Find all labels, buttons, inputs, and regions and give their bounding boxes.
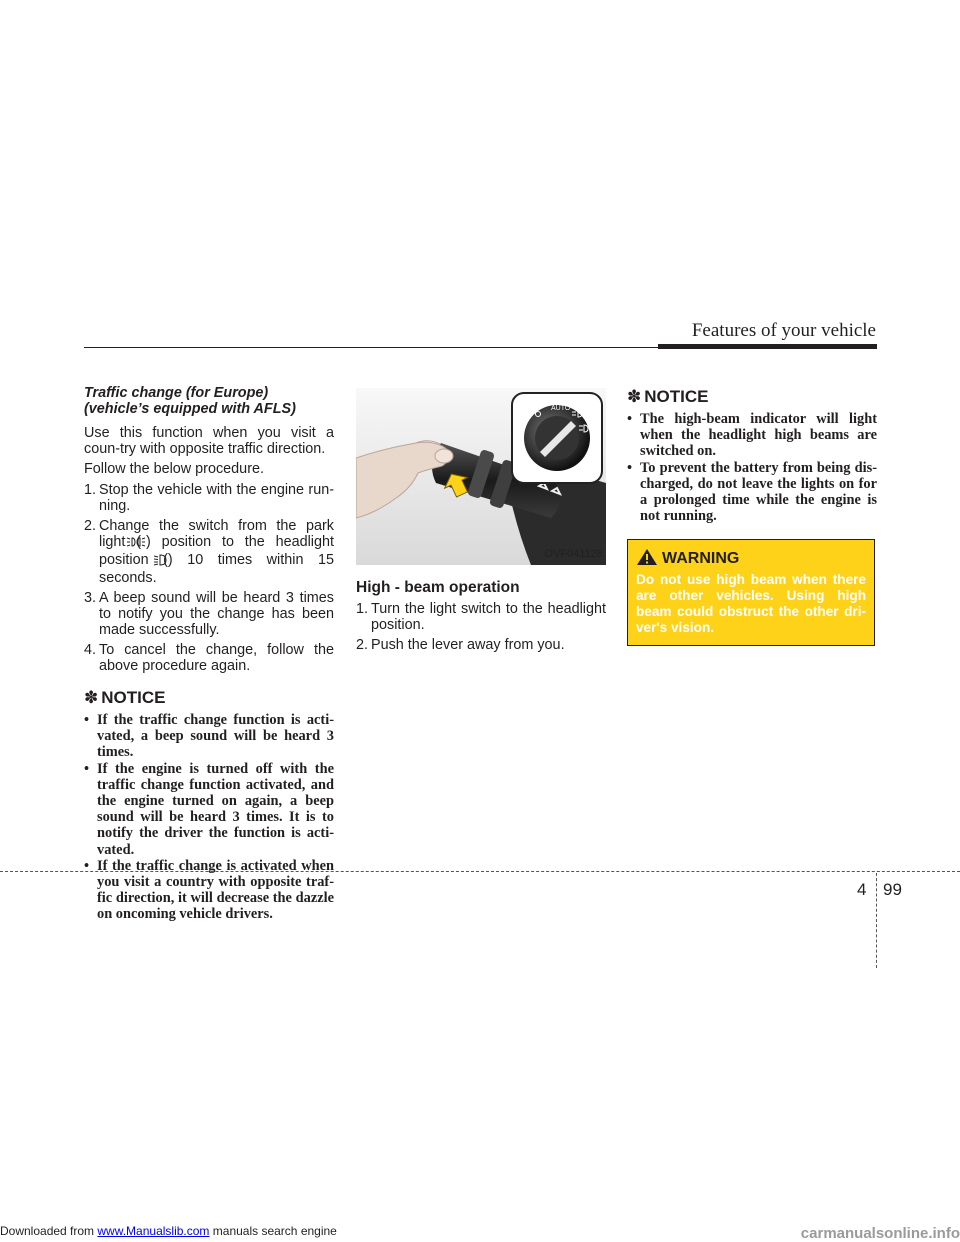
procedure-intro: Follow the below procedure. xyxy=(84,461,264,477)
manualslib-link[interactable]: www.Manualslib.com xyxy=(97,1224,210,1238)
left-column xyxy=(84,385,334,923)
notice-text: If the engine is turned off with the traffic change function activated, and the engine turned on again, a beep sound will be heard 3 times. It is to notify the driver the function is acti-vated. xyxy=(97,760,334,858)
procedure-step xyxy=(356,601,606,633)
step-number: 3. xyxy=(84,590,97,606)
download-prefix: Downloaded from xyxy=(0,1224,98,1238)
step-number: 2. xyxy=(356,637,369,653)
procedure-step xyxy=(84,642,334,674)
notice-item: • To prevent the battery from being dis-charged, do not leave the lights on for a prolonged time while the engine is not running. xyxy=(627,459,877,525)
lever-photo xyxy=(356,388,606,565)
warning-text: Do not use high beam when there are other vehicles. Using high beam could obstruct the other dri-ver's vision. xyxy=(636,572,866,636)
page-number: 99 xyxy=(883,880,902,899)
image-code: OVF041128 xyxy=(544,548,603,560)
download-footer xyxy=(0,1224,337,1238)
step-number: 4. xyxy=(84,642,97,658)
subsection-title-line2: (vehicle’s equipped with AFLS) xyxy=(84,401,296,417)
procedure-step xyxy=(356,637,606,653)
notice-text: If the traffic change function is acti-vated, a beep sound will be heard 3 times. xyxy=(97,712,334,761)
download-suffix: manuals search engine xyxy=(209,1224,337,1238)
step-text: Turn the light switch to the headlight position. xyxy=(371,601,606,633)
chapter-title: Features of your vehicle xyxy=(691,320,876,341)
right-column xyxy=(627,385,877,646)
notice-list xyxy=(627,411,877,524)
middle-column xyxy=(356,388,606,657)
page-number-divider xyxy=(876,873,877,968)
notice-heading xyxy=(627,387,877,407)
subsection-title-line1: Traffic change (for Europe) xyxy=(84,385,269,401)
header-rule-thick xyxy=(658,344,877,349)
chapter-number: 4 xyxy=(857,880,867,899)
high-beam-steps xyxy=(356,601,606,653)
notice-item: • If the traffic change is activated when you visit a country with opposite traf-fic direction, it will decrease the dazzle on oncoming vehicle drivers. xyxy=(84,857,334,923)
notice-text: If the traffic change is activated when you visit a country with opposite traf-fic direction, it will decrease the dazzle on oncoming vehicle drivers. xyxy=(97,857,334,923)
step-text: Push the lever away from you. xyxy=(371,637,565,653)
subsection-title xyxy=(84,385,334,417)
step-number: 2. xyxy=(84,518,97,534)
procedure-steps xyxy=(84,482,334,674)
footer-divider xyxy=(0,871,960,872)
lever-illustration xyxy=(356,388,606,565)
step-text: ) position to the headlight position ( xyxy=(99,534,334,568)
warning-title: WARNING xyxy=(662,550,740,568)
warning-box xyxy=(627,539,875,646)
notice-item: • The high-beam indicator will light when the headlight high beams are switched on. xyxy=(627,411,877,460)
step-text: To cancel the change, follow the above procedure again. xyxy=(99,642,334,674)
notice-text: To prevent the battery from being dis-charged, do not leave the lights on for a prolonged time while the engine is not running. xyxy=(640,459,877,525)
intro-paragraph: Use this function when you visit a coun-try with opposite traffic direction. xyxy=(84,425,334,457)
header-rule-thin xyxy=(84,347,658,348)
notice-mark-icon: ✽ xyxy=(627,387,642,406)
procedure-step xyxy=(84,482,334,514)
step-text: Change the switch from the park light ( xyxy=(99,518,334,550)
warning-triangle-icon xyxy=(636,548,658,570)
procedure-step xyxy=(84,518,334,586)
notice-heading-text: NOTICE xyxy=(644,387,709,406)
step-text: ) 10 times within 15 seconds. xyxy=(99,552,334,586)
notice-text: The high-beam indicator will light when the headlight high beams are switched on. xyxy=(640,411,877,460)
notice-mark-icon: ✽ xyxy=(84,688,99,707)
step-text: A beep sound will be heard 3 times to notify you the change has been made successfully. xyxy=(99,590,334,638)
step-number: 1. xyxy=(356,601,369,617)
notice-item: • If the engine is turned off with the traffic change function activated, and the engine turned on again, a beep sound will be heard 3 times. It is to notify the driver the function is acti-vated. xyxy=(84,760,334,858)
notice-item: • If the traffic change function is acti-vated, a beep sound will be heard 3 times. xyxy=(84,712,334,761)
notice-list xyxy=(84,712,334,923)
notice-heading-text: NOTICE xyxy=(101,688,166,707)
watermark: carmanualsonline.info xyxy=(800,1225,960,1242)
warning-header xyxy=(636,548,866,570)
procedure-step xyxy=(84,590,334,638)
dial-auto-label: AUTO xyxy=(551,405,571,412)
step-number: 1. xyxy=(84,482,97,498)
step-text: Stop the vehicle with the engine run-ning. xyxy=(99,482,334,514)
section-title: High - beam operation xyxy=(356,579,520,596)
notice-heading xyxy=(84,688,334,708)
